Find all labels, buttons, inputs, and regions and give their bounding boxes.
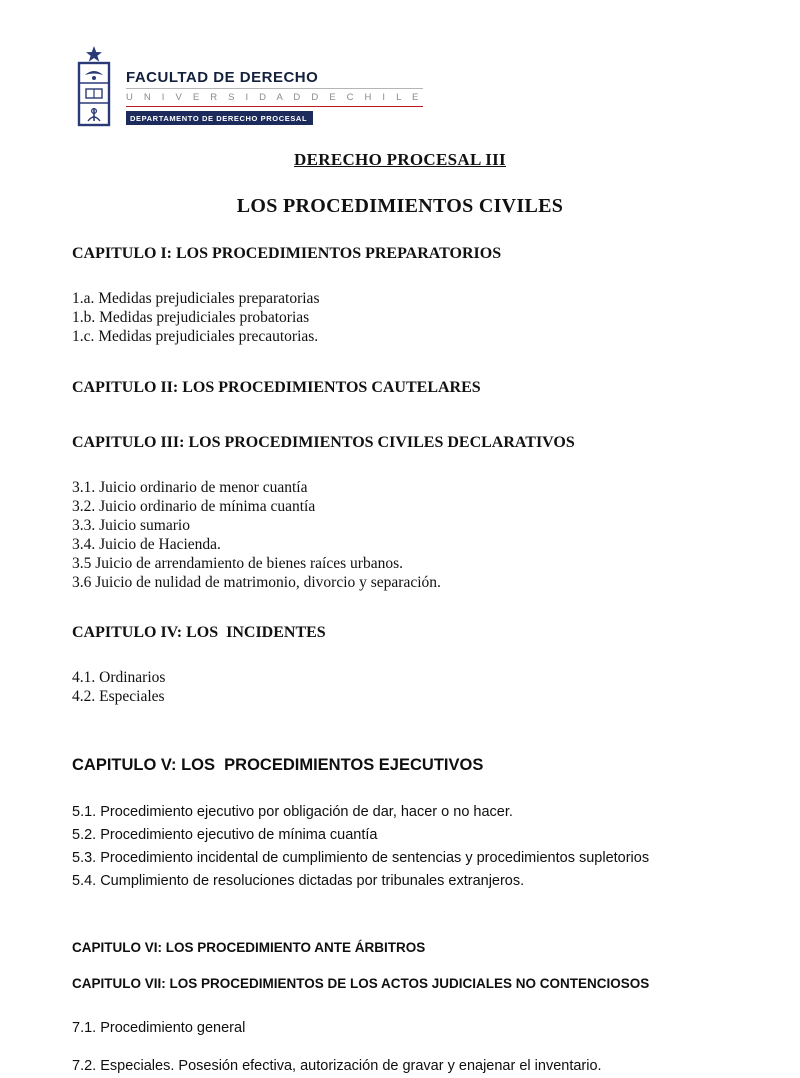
list-item: 5.2. Procedimiento ejecutivo de mínima cuantía: [72, 827, 378, 843]
section-capitulo-6: [72, 940, 728, 955]
logo-faculty-name: FACULTAD DE DERECHO: [126, 69, 423, 89]
chapter-heading: CAPITULO II: LOS PROCEDIMIENTOS CAUTELARES: [72, 379, 481, 396]
logo-department-name: DEPARTAMENTO DE DERECHO PROCESAL: [130, 114, 308, 123]
list-item: 3.3. Juicio sumario: [72, 517, 190, 534]
university-crest-icon: [70, 45, 118, 133]
chapter-heading: CAPITULO IV: LOS INCIDENTES: [72, 624, 326, 641]
letterhead-logo: [70, 45, 728, 133]
list-item: 1.b. Medidas prejudiciales probatorias: [72, 309, 310, 326]
section-capitulo-1: [72, 245, 728, 346]
section-capitulo-4: [72, 624, 728, 706]
chapter-heading: CAPITULO III: LOS PROCEDIMIENTOS CIVILES DECLARATIVOS: [72, 434, 575, 451]
list-item: 5.1. Procedimiento ejecutivo por obligación de dar, hacer o no hacer.: [72, 804, 513, 820]
letterhead-text: [126, 45, 423, 125]
list-item: 3.2. Juicio ordinario de mínima cuantía: [72, 498, 316, 515]
section-capitulo-3: [72, 434, 728, 592]
logo-department-bar: [126, 111, 313, 125]
list-item: 1.a. Medidas prejudiciales preparatorias: [72, 290, 320, 307]
document-title: DERECHO PROCESAL III: [294, 150, 506, 169]
section-capitulo-2: [72, 379, 728, 397]
list-item: 4.1. Ordinarios: [72, 669, 166, 686]
list-item: 5.4. Cumplimiento de resoluciones dictadas por tribunales extranjeros.: [72, 873, 525, 889]
list-item: 7.2. Especiales. Posesión efectiva, autorización de gravar y enajenar el inventario.: [72, 1058, 602, 1074]
list-item: 4.2. Especiales: [72, 688, 165, 705]
chapter-heading: CAPITULO V: LOS PROCEDIMIENTOS EJECUTIVOS: [72, 756, 484, 774]
list-item: 5.3. Procedimiento incidental de cumplimiento de sentencias y procedimientos supletorios: [72, 850, 650, 866]
logo-university-name: U N I V E R S I D A D D E C H I L E: [126, 92, 423, 107]
list-item: 3.4. Juicio de Hacienda.: [72, 536, 221, 553]
list-item: 3.6 Juicio de nulidad de matrimonio, divorcio y separación.: [72, 574, 441, 591]
list-item: 3.1. Juicio ordinario de menor cuantía: [72, 479, 308, 496]
list-item: 1.c. Medidas prejudiciales precautorias.: [72, 328, 319, 345]
list-item: 3.5 Juicio de arrendamiento de bienes raíces urbanos.: [72, 555, 403, 572]
chapter-heading: CAPITULO VII: LOS PROCEDIMIENTOS DE LOS ACTOS JUDICIALES NO CONTENCIOSOS: [72, 976, 650, 991]
section-capitulo-5: [72, 756, 728, 893]
document-subtitle: LOS PROCEDIMIENTOS CIVILES: [236, 195, 564, 217]
list-item: 7.1. Procedimiento general: [72, 1020, 246, 1036]
chapter-heading: CAPITULO VI: LOS PROCEDIMIENTO ANTE ÁRBITROS: [72, 940, 426, 955]
chapter-heading: CAPITULO I: LOS PROCEDIMIENTOS PREPARATORIOS: [72, 245, 502, 262]
section-capitulo-7: [72, 976, 728, 1078]
